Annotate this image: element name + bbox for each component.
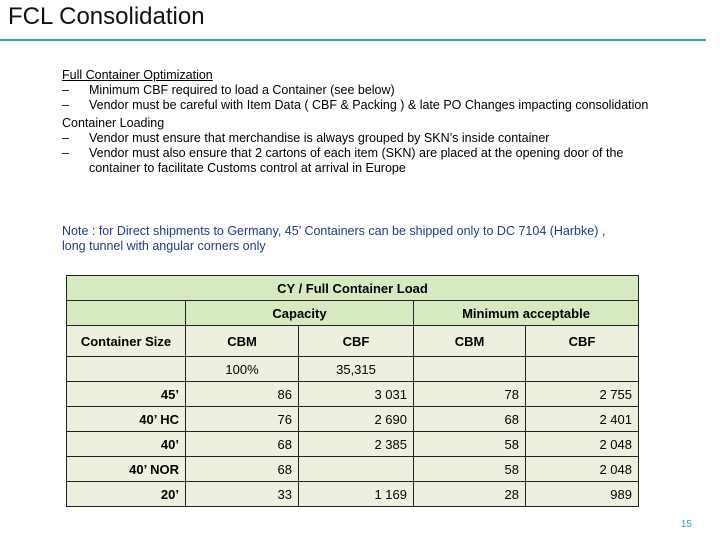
table-title: CY / Full Container Load bbox=[67, 276, 639, 301]
capacity-header: Capacity bbox=[186, 301, 414, 326]
min-cbm-header: CBM bbox=[414, 326, 526, 357]
container-capacity-table bbox=[66, 275, 639, 507]
slide-title: FCL Consolidation bbox=[8, 3, 205, 30]
container-size-header: Container Size bbox=[67, 326, 186, 357]
bullet: – Vendor must be careful with Item Data ( CBF & Packing ) & late PO Changes impacting consolidation bbox=[62, 98, 649, 112]
bullet: – Vendor must ensure that merchandise is always grouped by SKN’s inside container bbox=[62, 131, 550, 145]
section-heading: Full Container Optimization bbox=[62, 68, 213, 82]
section-heading: Container Loading bbox=[62, 116, 165, 130]
table-row: 40’ HC 76 2 690 68 2 401 bbox=[67, 407, 639, 432]
table-row: 20’ 33 1 169 28 989 bbox=[67, 482, 639, 507]
cbf-header: CBF bbox=[299, 326, 414, 357]
cbm-header: CBM bbox=[186, 326, 299, 357]
page-number: 15 bbox=[680, 519, 692, 530]
germany-note: Note : for Direct shipments to Germany, 45’ Containers can be shipped only to DC 7104 (Harbke) , long tunnel with angular corners only bbox=[62, 224, 606, 253]
slide-body bbox=[62, 68, 662, 176]
bullet: – Vendor must also ensure that 2 cartons of each item (SKN) are placed at the opening door of the container to facilitate Customs control at arrival in Europe bbox=[62, 146, 624, 175]
table-row: 45’ 86 3 031 78 2 755 bbox=[67, 382, 639, 407]
min-cbf-header: CBF bbox=[526, 326, 639, 357]
table-row: 40’ NOR 68 58 2 048 bbox=[67, 457, 639, 482]
title-divider bbox=[0, 39, 706, 41]
table-row: 40’ 68 2 385 58 2 048 bbox=[67, 432, 639, 457]
bullet: – Minimum CBF required to load a Container (see below) bbox=[62, 83, 395, 97]
reference-row: 100% 35,315 bbox=[67, 357, 639, 382]
minimum-header: Minimum acceptable bbox=[414, 301, 639, 326]
